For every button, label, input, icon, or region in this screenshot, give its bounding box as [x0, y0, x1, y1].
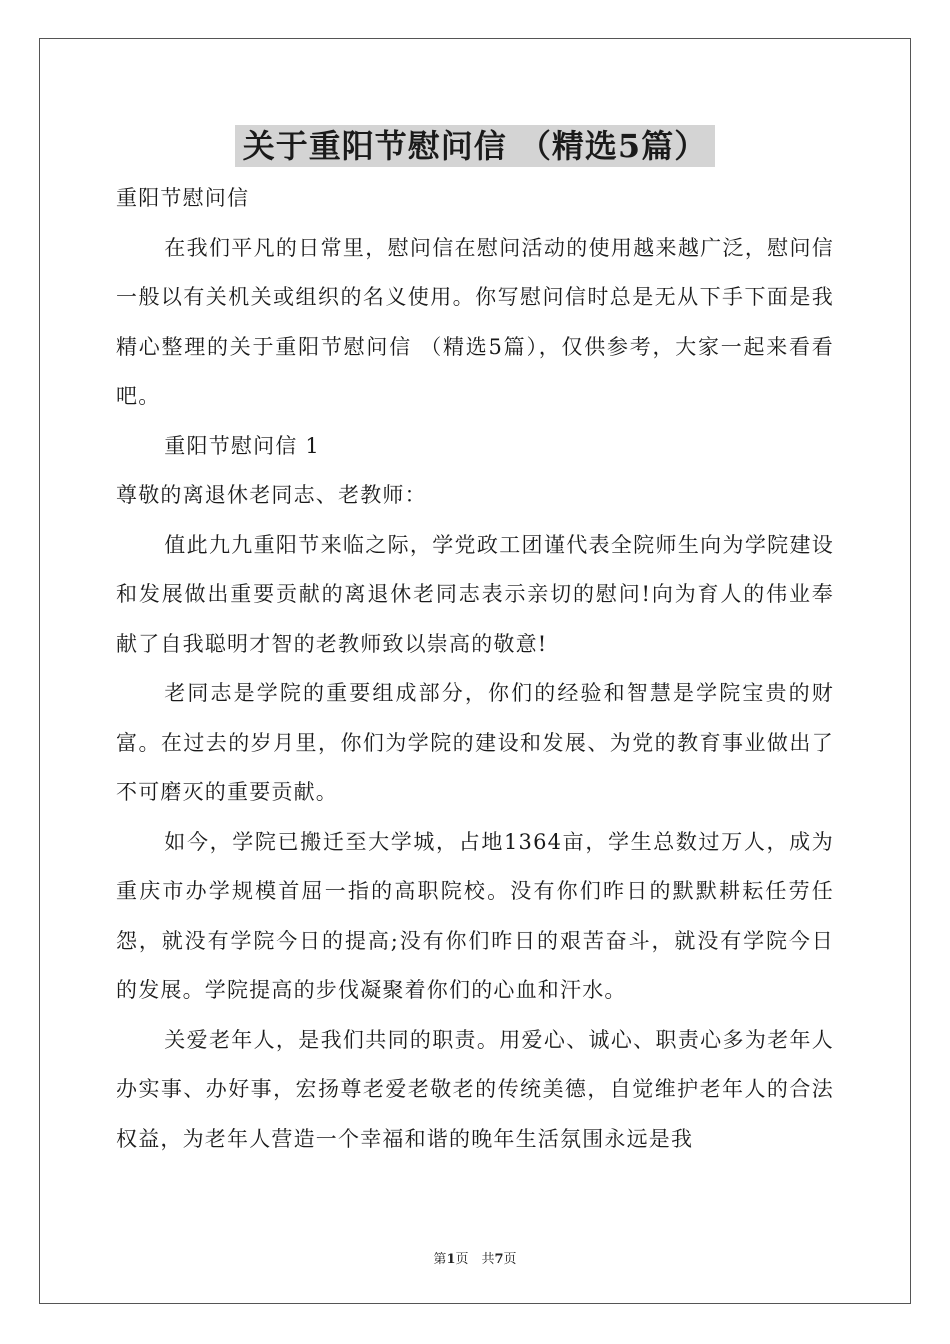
- body-paragraph: 关爱老年人，是我们共同的职责。用爱心、诚心、职责心多为老年人办实事、办好事，宏扬尊老爱老敬老的传统美德，自觉维护老年人的合法权益，为老年人营造一个幸福和谐的晚年生活氛围永远是我: [116, 1027, 834, 1151]
- body-paragraph: 如今，学院已搬迁至大学城，占地1364亩，学生总数过万人，成为重庆市办学规模首屈一指的高职院校。没有你们昨日的默默耕耘任劳任怨，就没有学院今日的提高;没有你们昨日的艰苦奋斗，就没有学院今日的发展。学院提高的步伐凝聚着你们的心血和汗水。: [116, 829, 834, 1002]
- document-title: 关于重阳节慰问信 （精选5篇）: [235, 125, 715, 167]
- footer-total-pages: 7: [494, 1252, 504, 1267]
- document-body: [116, 174, 834, 1164]
- intro-paragraph: 在我们平凡的日常里，慰问信在慰问活动的使用越来越广泛，慰问信一般以有关机关或组织的名义使用。你写慰问信时总是无从下手下面是我精心整理的关于重阳节慰问信 （精选5篇），仅供参考，大家一起来看看吧。: [116, 235, 834, 408]
- footer-page-suffix: 页: [503, 1252, 517, 1267]
- letter-heading: 重阳节慰问信 1: [164, 433, 320, 458]
- letter-salutation: 尊敬的离退休老同志、老教师：: [116, 483, 427, 507]
- document-subtitle: 重阳节慰问信: [116, 186, 250, 210]
- page-footer: [0, 1248, 950, 1267]
- footer-page-mid: 页 共: [455, 1252, 495, 1267]
- body-paragraph: 老同志是学院的重要组成部分，你们的经验和智慧是学院宝贵的财富。在过去的岁月里，你们为学院的建设和发展、为党的教育事业做出了不可磨灭的重要贡献。: [116, 681, 834, 804]
- footer-page-prefix: 第: [433, 1252, 447, 1267]
- body-paragraph: 值此九九重阳节来临之际，学党政工团谨代表全院师生向为学院建设和发展做出重要贡献的离退休老同志表示亲切的慰问!向为育人的伟业奉献了自我聪明才智的老教师致以崇高的敬意!: [116, 532, 834, 656]
- title-container: [0, 125, 950, 167]
- footer-current-page: 1: [446, 1252, 456, 1267]
